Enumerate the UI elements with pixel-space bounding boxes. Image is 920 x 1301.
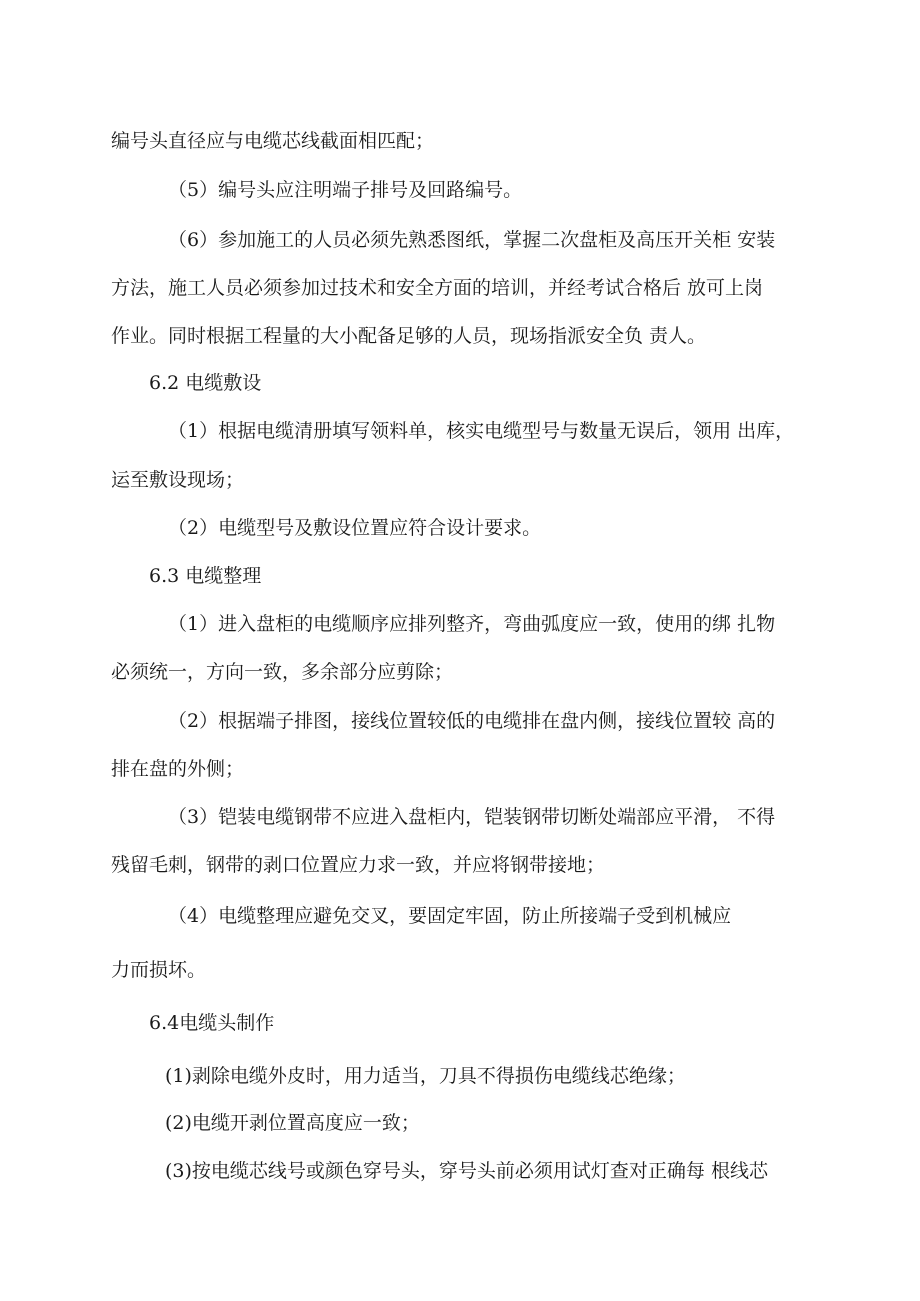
section-heading: 6.4电缆头制作 [149, 1012, 275, 1034]
paragraph-line: 排在盘的外侧； [111, 758, 245, 780]
paragraph-line: 残留毛刺，钢带的剥口位置应力求一致，并应将钢带接地； [111, 854, 606, 876]
paragraph-line: （3）铠装电缆钢带不应进入盘柜内，铠装钢带切断处端部应平滑， 不得 [168, 806, 776, 828]
paragraph-line: （2）根据端子排图，接线位置较低的电缆排在盘内侧，接线位置较 高的 [168, 710, 776, 732]
paragraph-line: (3)按电缆芯线号或颜色穿号头，穿号头前必须用试灯查对正确每 根线芯 [165, 1160, 768, 1182]
paragraph-line: （2）电缆型号及敷设位置应符合设计要求。 [168, 517, 542, 539]
paragraph-line: （1）进入盘柜的电缆顺序应排列整齐，弯曲弧度应一致，使用的绑 扎物 [168, 613, 776, 635]
paragraph-line: (1)剥除电缆外皮时，用力适当，刀具不得损伤电缆线芯绝缘； [165, 1065, 686, 1087]
paragraph-line: （4）电缆整理应避免交叉，要固定牢固，防止所接端子受到机械应 [168, 905, 732, 927]
paragraph-line: 作业。同时根据工程量的大小配备足够的人员，现场指派安全负 责人。 [111, 325, 707, 347]
section-heading: 6.2 电缆敷设 [149, 372, 262, 394]
paragraph-line: 必须统一，方向一致，多余部分应剪除； [111, 661, 454, 683]
paragraph-line: （5）编号头应注明端子排号及回路编号。 [168, 179, 523, 201]
paragraph-line: (2)电缆开剥位置高度应一致； [165, 1112, 420, 1134]
paragraph-line: 方法，施工人员必须参加过技术和安全方面的培训，并经考试合格后 放可上岗 [111, 277, 764, 299]
paragraph-line: 力而损坏。 [111, 959, 207, 981]
paragraph-line: 编号头直径应与电缆芯线截面相匹配； [111, 130, 435, 152]
section-heading: 6.3 电缆整理 [149, 565, 262, 587]
paragraph-line: （6）参加施工的人员必须先熟悉图纸，掌握二次盘柜及高压开关柜 安装 [168, 229, 776, 251]
paragraph-line: （1）根据电缆清册填写领料单，核实电缆型号与数量无误后，领用 出库， [168, 420, 795, 442]
paragraph-line: 运至敷设现场； [111, 469, 245, 491]
